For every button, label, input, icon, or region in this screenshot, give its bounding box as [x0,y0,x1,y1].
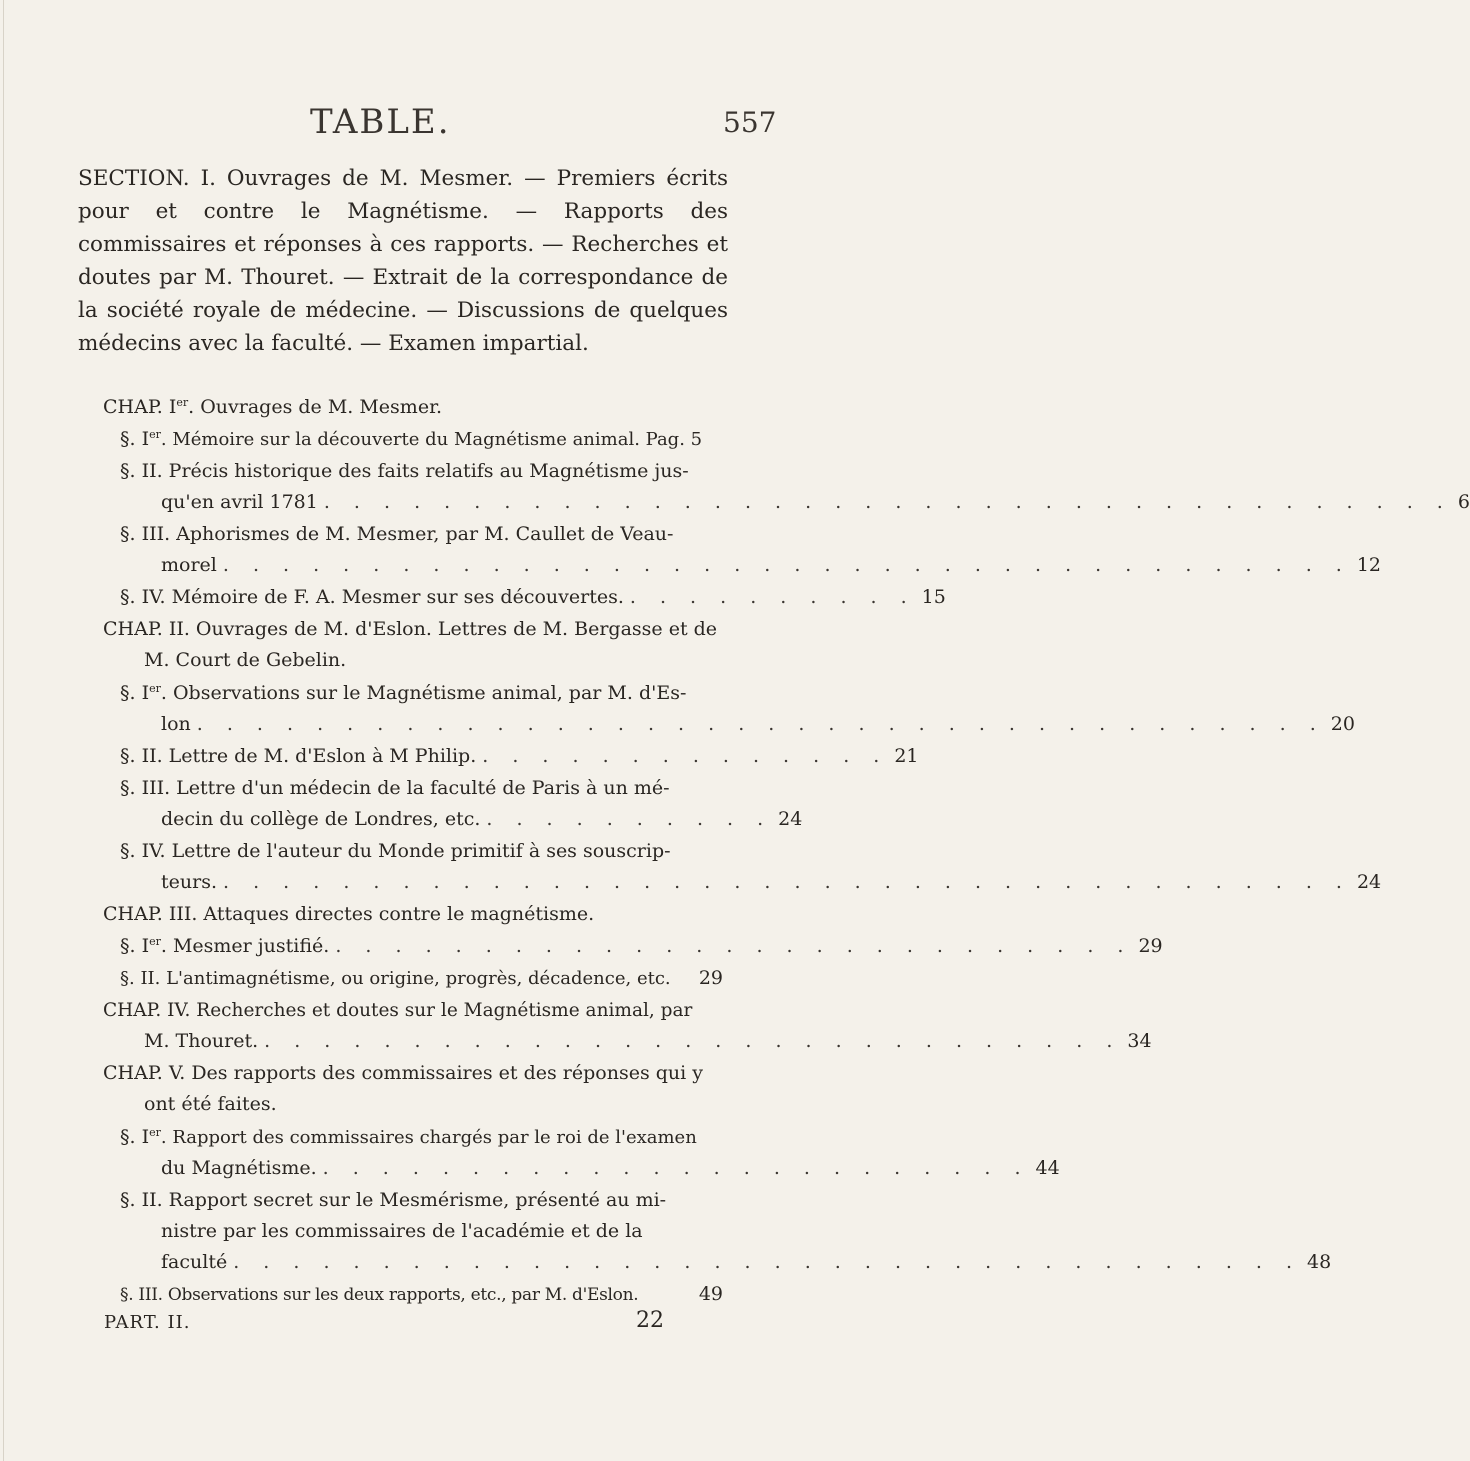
toc-chapter-2 [103,614,723,676]
toc-entry [120,424,723,455]
entry-label: §. I [120,682,150,704]
entry-leader-line [120,550,1382,581]
toc-entry [120,1279,723,1311]
entry-text: §. III. Lettre d'un médecin de la faculté de Paris à un mé- [120,777,670,799]
entry-page: 20 [1330,713,1355,735]
entry-leader-line [103,1026,1152,1057]
entry-text: §. III. Observations sur les deux rapports, etc., par M. d'Eslon. [120,1285,639,1305]
entry-text: faculté [161,1251,228,1273]
entry-leader-line [120,867,1382,898]
entry-text: §. II. Lettre de M. d'Eslon à M Philip. [120,745,477,767]
page-edge-line [3,0,4,1461]
dot-leader: . . . . . . . . . . . . . . . . . . . . . . . . . . . . . [264,1030,1122,1052]
toc-entry [120,582,946,613]
entry-page: 29 [698,967,723,989]
chapter-title: CHAP. IV. Recherches et doutes sur le Magnétisme animal, par [103,1000,693,1021]
dot-leader: . . . . . . . . . . . . . . . . . . . . . . . . . . . . . . . . . . . . . . [196,713,1325,735]
dot-leader: . . . . . . . . . . . . . . . . . . . . . . . . . . . . . . . . . . . . . . [323,491,1452,513]
page-number: 557 [723,106,777,139]
toc-entry [120,741,919,772]
entry-page: 24 [778,808,803,830]
chapter-title: ont été faites. [144,1093,277,1115]
page-footer [0,1308,800,1342]
running-head [0,102,800,142]
entry-text: teurs. [161,871,217,893]
entry-text: §. III. Aphorismes de M. Mesmer, par M. Caullet de Veau- [120,523,674,545]
entry-sup: er [149,682,161,695]
toc-chapter-5 [103,1058,723,1120]
toc-entry [120,1122,1060,1184]
dot-leader: . . . . . . . . . . . . . . . . . . . . . . . . . . . . . . . . . . . . [233,1251,1302,1273]
signature-mark: PART. II. [104,1312,191,1333]
dot-leader: . . . . . . . . . . . . . . . . . . . . . . . . . . . . . . . . . . . . . . [223,871,1351,893]
toc-entry [120,1185,1332,1278]
entry-sup: er [149,935,161,948]
chapter-title: M. Court de Gebelin. [144,649,347,671]
entry-text: du Magnétisme. [161,1157,317,1179]
toc-entry [120,773,803,835]
entry-leader-line [120,709,1355,740]
entry-text: . Mémoire sur la découverte du Magnétisme animal. Pag. 5 [160,429,703,450]
entry-page: 24 [1356,871,1382,893]
entry-text: lon [161,713,191,735]
entry-label: §. I [120,935,150,957]
entry-text: decin du collège de Londres, etc. [161,808,481,830]
toc-entry [120,678,1355,740]
toc-chapter-4 [103,995,1152,1057]
entry-label: §. I [120,1126,150,1148]
entry-page: 49 [698,1283,723,1305]
entry-text: §. II. Précis historique des faits relatifs au Magnétisme jus- [120,460,689,482]
dot-leader: . . . . . . . . . . . . . . [482,745,889,767]
entry-text: nistre par les commissaires de l'académie et de la [161,1220,643,1242]
entry-leader-line [120,804,803,835]
toc-entry [120,836,1382,898]
chapter-label: CHAP. I [103,396,177,418]
entry-sup: er [149,1126,161,1139]
entry-text: . Rapport des commissaires chargés par le roi de l'examen [160,1127,697,1148]
entry-leader-line [120,487,1470,518]
toc-chapter-1 [103,392,723,423]
dot-leader: . . . . . . . . . . . . . . . . . . . . . . . . [322,1157,1030,1179]
entry-page: 21 [894,745,919,767]
entry-page: 29 [1138,935,1163,957]
entry-page: 44 [1035,1157,1060,1179]
chapter-title: CHAP. V. Des rapports des commissaires et des réponses qui y [103,1062,703,1084]
dot-leader: . . . . . . . . . . [486,808,773,830]
dot-leader: . . . . . . . . . . [629,586,916,608]
section-summary: SECTION. I. Ouvrages de M. Mesmer. — Premiers écrits pour et contre le Magnétisme. — Rapports des commissaires et réponses à ces rapports. — Recherches et doutes par M. Thouret. — Extrait de la correspondance de la société royale de médecine. — Discussions de quelques médecins avec la faculté. — Examen impartial. [78,166,728,356]
toc-entry [120,931,1163,962]
entry-label: §. I [120,428,150,450]
toc-entry [120,456,1470,518]
chapter-title: CHAP. II. Ouvrages de M. d'Eslon. Lettres de M. Bergasse et de [103,618,718,640]
dot-leader: . . . . . . . . . . . . . . . . . . . . . . . . . . . . . . . . . . . . . . [222,554,1351,576]
entry-page: 48 [1307,1251,1332,1273]
running-title: TABLE. [310,102,451,142]
chapter-sup: er [176,396,189,409]
entry-text: morel [161,554,217,576]
entry-leader-line [120,1247,1332,1278]
entry-text: qu'en avril 1781 [161,491,318,513]
entry-page: 34 [1127,1030,1152,1052]
toc-chapter-3 [103,899,723,930]
entry-text: §. IV. Mémoire de F. A. Mesmer sur ses découvertes. [120,586,624,608]
entry-page: 12 [1356,554,1382,576]
dot-leader: . . . . . . . . . . . . . . . . . . . . . . . . . . . [335,935,1133,957]
entry-text: . Mesmer justifié. [160,935,330,957]
chapter-title: . Ouvrages de M. Mesmer. [188,396,443,418]
entry-sup: er [149,428,161,441]
entry-text: . Observations sur le Magnétisme animal, par M. d'Es- [160,682,687,704]
entry-page: 6 [1457,491,1470,513]
chapter-title: CHAP. III. Attaques directes contre le magnétisme. [103,903,595,925]
entry-text: §. II. L'antimagnétisme, ou origine, progrès, décadence, etc. [120,968,671,989]
entry-text: §. IV. Lettre de l'auteur du Monde primitif à ses souscrip- [120,840,671,862]
sheet-number: 22 [636,1308,664,1333]
entry-leader-line [120,1153,1060,1184]
toc-entry [120,519,1382,581]
toc-entry [120,963,723,994]
chapter-title: M. Thouret. [144,1030,259,1052]
entry-text: §. II. Rapport secret sur le Mesmérisme, présenté au mi- [120,1189,667,1211]
entry-page: 15 [921,586,946,608]
